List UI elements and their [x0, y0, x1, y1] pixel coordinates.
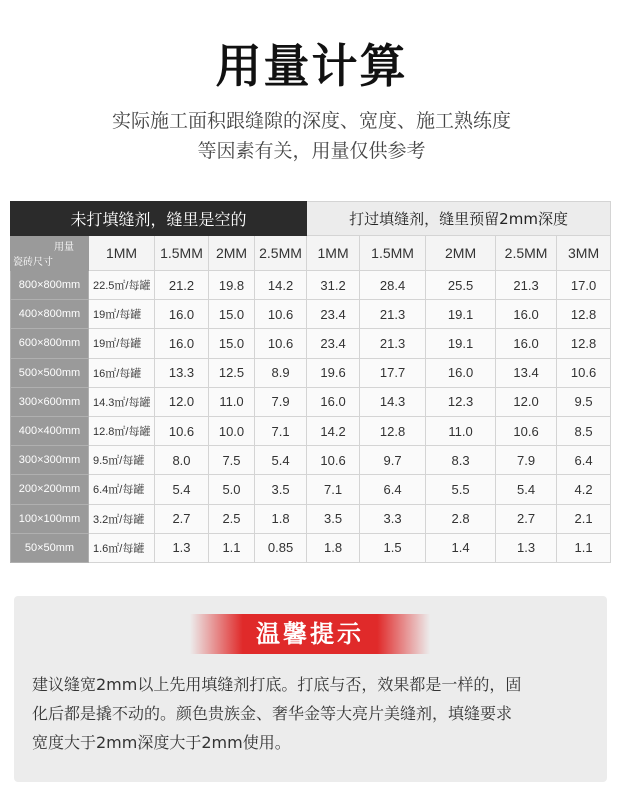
value-cell: 5.0 — [209, 475, 255, 504]
value-cell: 4.2 — [557, 475, 611, 504]
column-header: 1.5MM — [360, 236, 426, 271]
value-cell: 16.0 — [426, 358, 496, 387]
value-cell: 6.4 — [360, 475, 426, 504]
value-cell: 3.5 — [255, 475, 307, 504]
value-cell: 10.6 — [496, 416, 557, 445]
usage-table-wrapper — [10, 201, 610, 563]
coverage-cell: 14.3㎡/每罐 — [89, 387, 155, 416]
column-header: 1MM — [307, 236, 360, 271]
value-cell: 5.4 — [155, 475, 209, 504]
page-subtitle — [0, 106, 623, 166]
coverage-cell: 16㎡/每罐 — [89, 358, 155, 387]
value-cell: 1.4 — [426, 533, 496, 562]
subtitle-line-1: 实际施工面积跟缝隙的深度、宽度、施工熟练度 — [111, 110, 511, 132]
tile-size-cell: 50×50mm — [11, 533, 89, 562]
table-row — [11, 416, 611, 445]
value-cell: 14.2 — [255, 271, 307, 300]
corner-header-cell — [11, 236, 89, 271]
value-cell: 25.5 — [426, 271, 496, 300]
value-cell: 2.5 — [209, 504, 255, 533]
column-header: 3MM — [557, 236, 611, 271]
table-row — [11, 271, 611, 300]
tips-panel — [14, 596, 607, 782]
value-cell: 2.7 — [496, 504, 557, 533]
value-cell: 10.6 — [255, 300, 307, 329]
value-cell: 19.6 — [307, 358, 360, 387]
value-cell: 8.9 — [255, 358, 307, 387]
value-cell: 13.4 — [496, 358, 557, 387]
tips-banner: 温馨提示 — [190, 614, 430, 654]
value-cell: 17.0 — [557, 271, 611, 300]
value-cell: 21.3 — [360, 329, 426, 358]
tile-size-cell: 800×800mm — [11, 271, 89, 300]
value-cell: 23.4 — [307, 329, 360, 358]
value-cell: 5.4 — [255, 446, 307, 475]
value-cell: 7.9 — [255, 387, 307, 416]
coverage-cell: 19㎡/每罐 — [89, 329, 155, 358]
value-cell: 1.1 — [557, 533, 611, 562]
value-cell: 1.8 — [307, 533, 360, 562]
coverage-cell: 19㎡/每罐 — [89, 300, 155, 329]
group-header-unfilled: 未打填缝剂，缝里是空的 — [11, 202, 307, 236]
value-cell: 16.0 — [155, 329, 209, 358]
value-cell: 19.1 — [426, 329, 496, 358]
value-cell: 15.0 — [209, 300, 255, 329]
corner-label-usage: 用量 — [54, 242, 74, 253]
value-cell: 12.8 — [360, 416, 426, 445]
value-cell: 7.1 — [255, 416, 307, 445]
coverage-cell: 1.6㎡/每罐 — [89, 533, 155, 562]
column-header-row — [11, 236, 611, 271]
value-cell: 8.5 — [557, 416, 611, 445]
tile-size-cell: 200×200mm — [11, 475, 89, 504]
column-header: 1MM — [89, 236, 155, 271]
tile-size-cell: 300×300mm — [11, 446, 89, 475]
value-cell: 16.0 — [155, 300, 209, 329]
value-cell: 2.7 — [155, 504, 209, 533]
value-cell: 6.4 — [557, 446, 611, 475]
value-cell: 15.0 — [209, 329, 255, 358]
value-cell: 12.8 — [557, 329, 611, 358]
value-cell: 12.8 — [557, 300, 611, 329]
value-cell: 12.3 — [426, 387, 496, 416]
column-header: 2.5MM — [496, 236, 557, 271]
value-cell: 1.3 — [496, 533, 557, 562]
table-row — [11, 300, 611, 329]
tile-size-cell: 600×800mm — [11, 329, 89, 358]
value-cell: 21.2 — [155, 271, 209, 300]
value-cell: 2.1 — [557, 504, 611, 533]
value-cell: 1.3 — [155, 533, 209, 562]
value-cell: 10.6 — [155, 416, 209, 445]
tile-size-cell: 400×400mm — [11, 416, 89, 445]
value-cell: 9.7 — [360, 446, 426, 475]
value-cell: 1.5 — [360, 533, 426, 562]
table-row — [11, 387, 611, 416]
column-header: 2MM — [426, 236, 496, 271]
value-cell: 10.6 — [307, 446, 360, 475]
usage-table — [10, 201, 611, 563]
value-cell: 10.6 — [557, 358, 611, 387]
tips-line-2: 化后都是撬不动的。颜色贵族金、奢华金等大亮片美缝剂，填缝要求 — [32, 704, 513, 723]
value-cell: 14.3 — [360, 387, 426, 416]
table-row — [11, 329, 611, 358]
value-cell: 7.5 — [209, 446, 255, 475]
value-cell: 31.2 — [307, 271, 360, 300]
value-cell: 1.8 — [255, 504, 307, 533]
column-header: 2MM — [209, 236, 255, 271]
value-cell: 7.1 — [307, 475, 360, 504]
tile-size-cell: 100×100mm — [11, 504, 89, 533]
value-cell: 8.3 — [426, 446, 496, 475]
value-cell: 19.1 — [426, 300, 496, 329]
value-cell: 0.85 — [255, 533, 307, 562]
value-cell: 12.5 — [209, 358, 255, 387]
value-cell: 16.0 — [496, 300, 557, 329]
value-cell: 3.3 — [360, 504, 426, 533]
column-header: 2.5MM — [255, 236, 307, 271]
value-cell: 3.5 — [307, 504, 360, 533]
tips-line-3: 宽度大于2mm深度大于2mm使用。 — [32, 733, 291, 752]
group-header-prefilled: 打过填缝剂，缝里预留2mm深度 — [307, 202, 611, 236]
value-cell: 23.4 — [307, 300, 360, 329]
table-row — [11, 475, 611, 504]
subtitle-line-2: 等因素有关，用量仅供参考 — [197, 140, 426, 162]
value-cell: 16.0 — [307, 387, 360, 416]
value-cell: 7.9 — [496, 446, 557, 475]
coverage-cell: 22.5㎡/每罐 — [89, 271, 155, 300]
tips-line-1: 建议缝宽2mm以上先用填缝剂打底。打底与否，效果都是一样的，固 — [32, 675, 522, 694]
value-cell: 8.0 — [155, 446, 209, 475]
table-row — [11, 533, 611, 562]
value-cell: 16.0 — [496, 329, 557, 358]
value-cell: 1.1 — [209, 533, 255, 562]
value-cell: 12.0 — [155, 387, 209, 416]
corner-label-tile-size: 瓷砖尺寸 — [13, 257, 53, 268]
value-cell: 28.4 — [360, 271, 426, 300]
coverage-cell: 3.2㎡/每罐 — [89, 504, 155, 533]
tile-size-cell: 300×600mm — [11, 387, 89, 416]
group-header-row — [11, 202, 611, 236]
tile-size-cell: 500×500mm — [11, 358, 89, 387]
value-cell: 5.4 — [496, 475, 557, 504]
column-header: 1.5MM — [155, 236, 209, 271]
table-row — [11, 358, 611, 387]
value-cell: 13.3 — [155, 358, 209, 387]
value-cell: 21.3 — [360, 300, 426, 329]
value-cell: 10.6 — [255, 329, 307, 358]
coverage-cell: 12.8㎡/每罐 — [89, 416, 155, 445]
usage-table-body — [11, 202, 611, 563]
value-cell: 9.5 — [557, 387, 611, 416]
value-cell: 21.3 — [496, 271, 557, 300]
value-cell: 5.5 — [426, 475, 496, 504]
value-cell: 11.0 — [209, 387, 255, 416]
value-cell: 11.0 — [426, 416, 496, 445]
table-row — [11, 446, 611, 475]
value-cell: 10.0 — [209, 416, 255, 445]
page-title: 用量计算 — [215, 39, 408, 93]
coverage-cell: 9.5㎡/每罐 — [89, 446, 155, 475]
value-cell: 12.0 — [496, 387, 557, 416]
coverage-cell: 6.4㎡/每罐 — [89, 475, 155, 504]
table-row — [11, 504, 611, 533]
value-cell: 19.8 — [209, 271, 255, 300]
value-cell: 14.2 — [307, 416, 360, 445]
value-cell: 2.8 — [426, 504, 496, 533]
tile-size-cell: 400×800mm — [11, 300, 89, 329]
value-cell: 17.7 — [360, 358, 426, 387]
tips-text — [32, 670, 592, 757]
